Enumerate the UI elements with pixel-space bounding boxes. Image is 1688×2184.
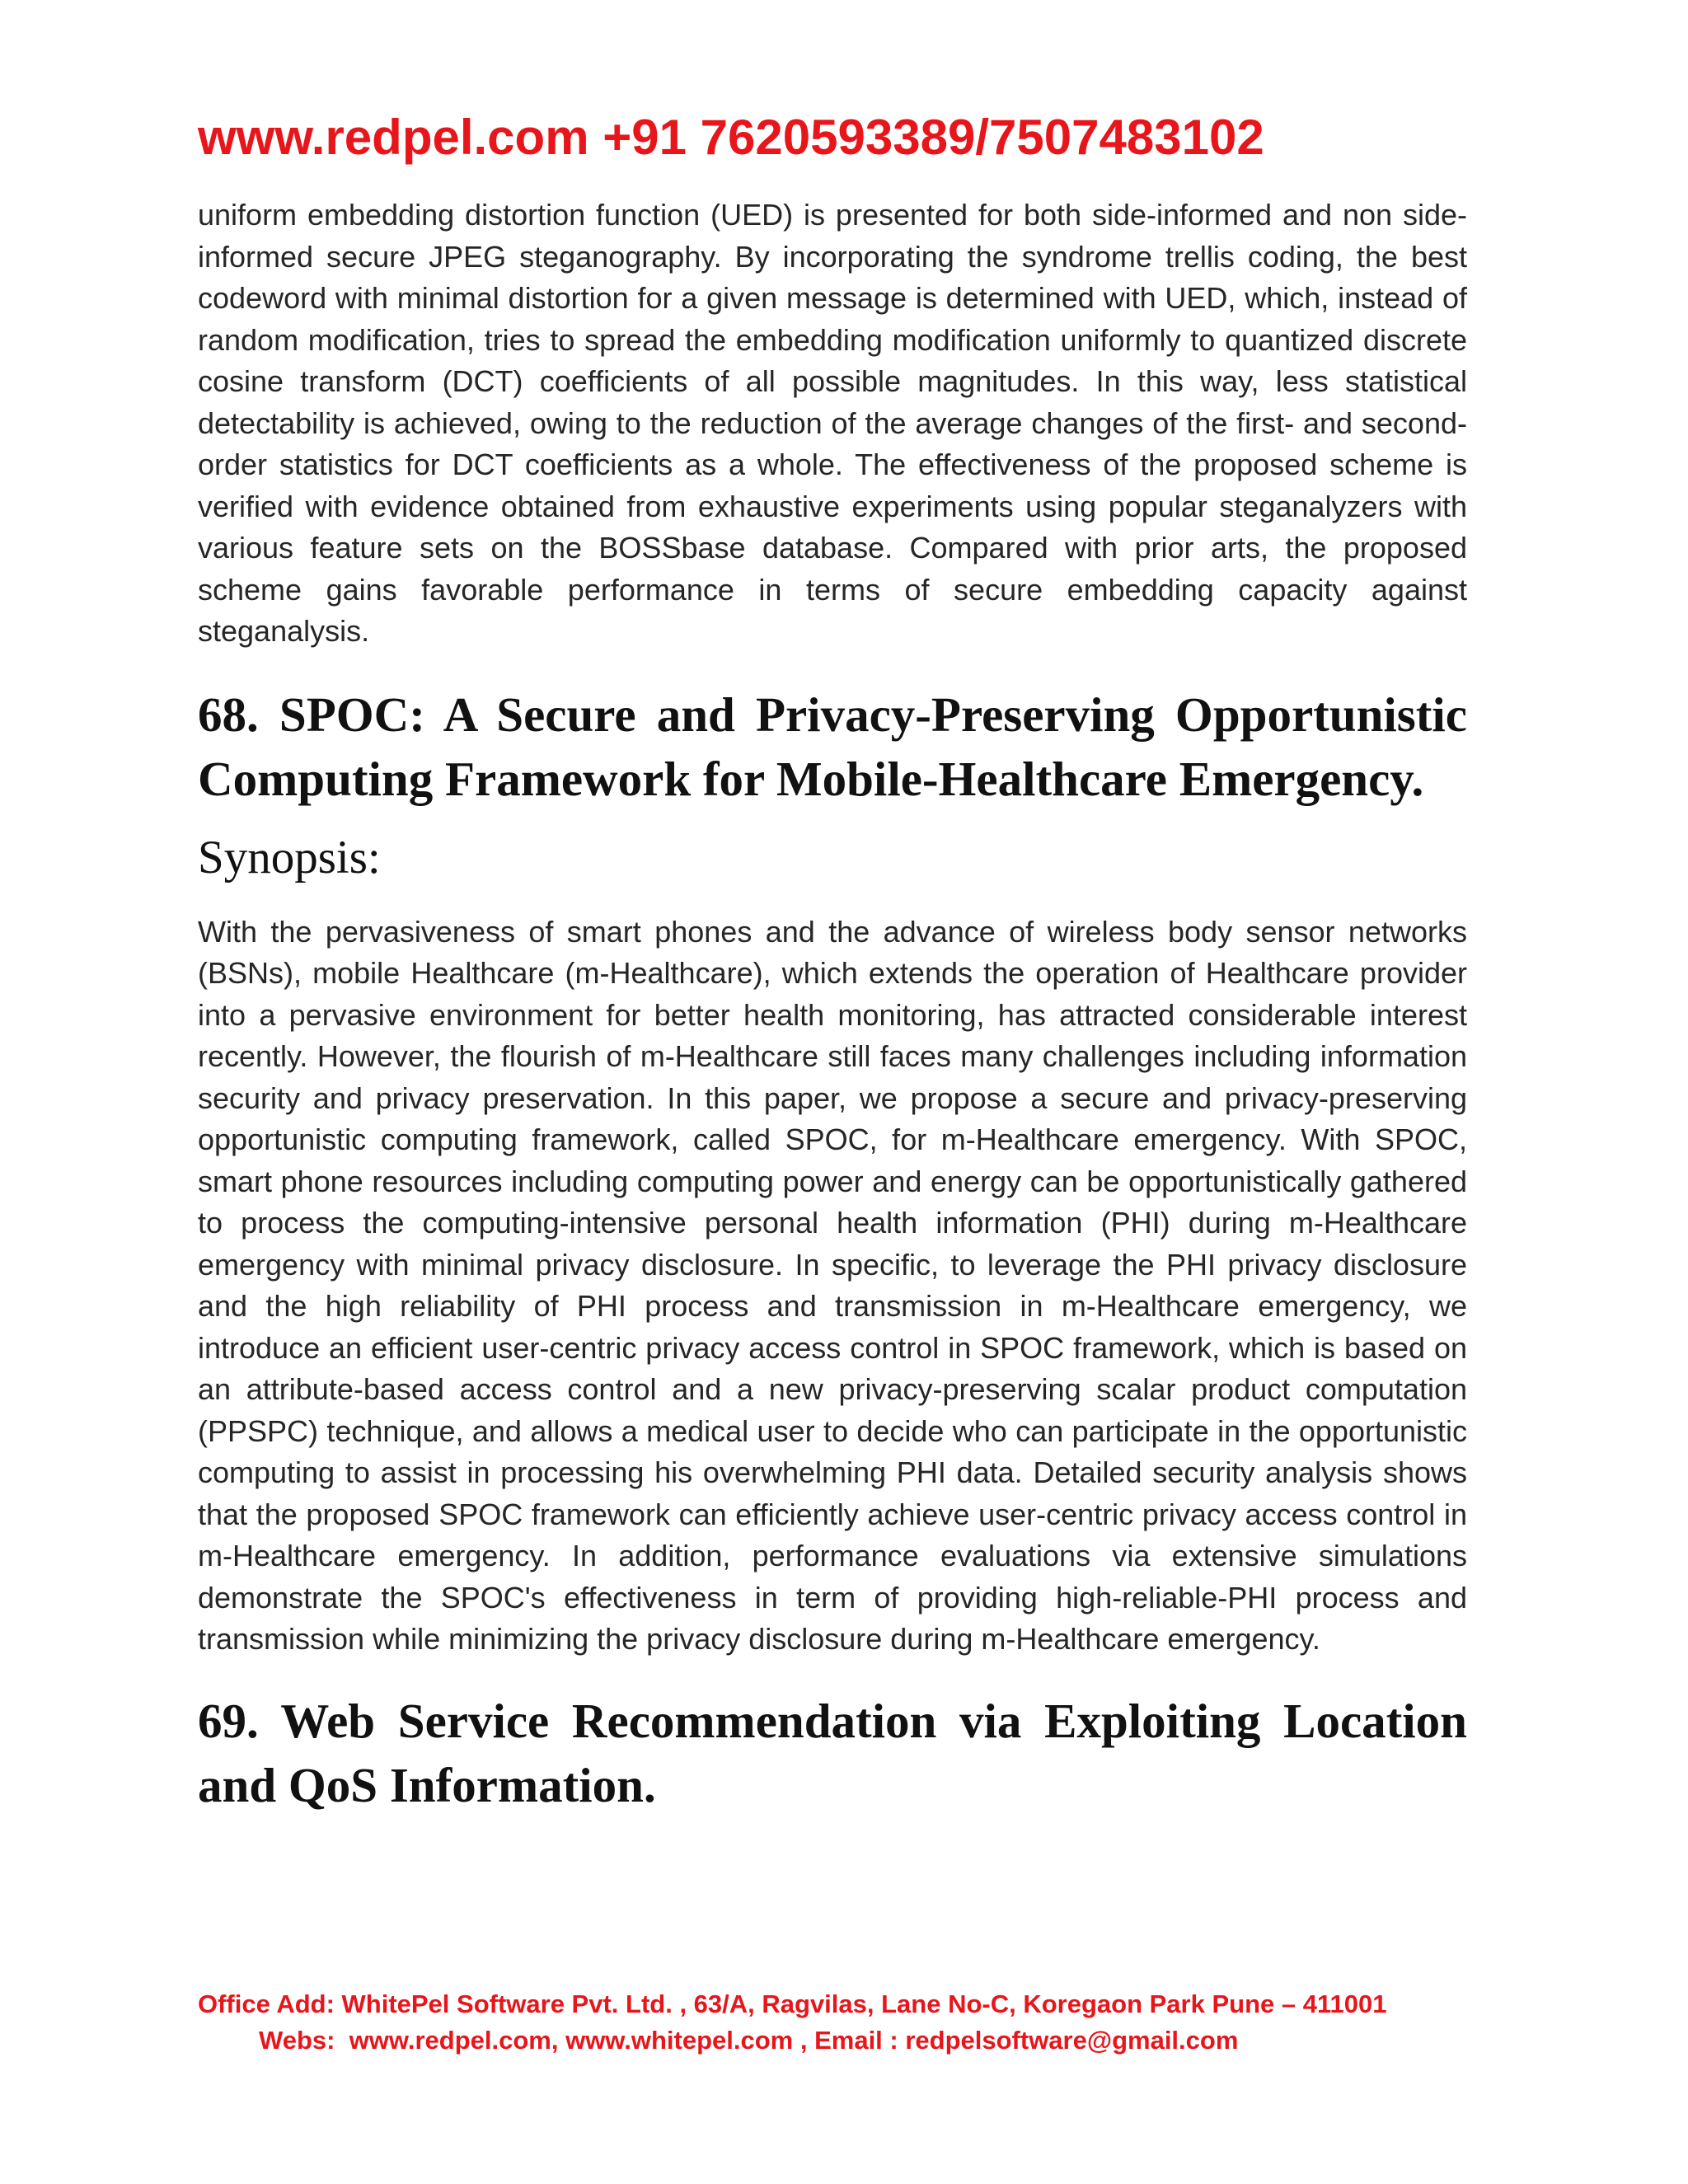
section-69-title-line1: 69. Web Service Recommendation via Exploiting Location — [198, 1693, 1467, 1748]
intro-paragraph: uniform embedding distortion function (UED) is presented for both side-informed and non side-informed secure JPEG steganography. By incorporating the syndrome trellis coding, the best codeword with minimal distortion for a given message is determined with UED, which, instead of random modification, tries to spread the embedding modification uniformly to quantized discrete cosine transform (DCT) coefficients of all possible magnitudes. In this way, less statistical detectability is achieved, owing to the reduction of the average changes of the first- and second-order statistics for DCT coefficients as a whole. The effectiveness of the proposed scheme is verified with evidence obtained from exhaustive experiments using popular steganalyzers with various feature sets on the BOSSbase database. Compared with prior arts, the proposed scheme gains favorable performance in terms of secure embedding capacity against steganalysis. — [198, 198, 1467, 648]
section-69-title-line2: and QoS Information. — [198, 1757, 656, 1812]
spacer — [198, 811, 1467, 829]
synopsis-paragraph: With the pervasiveness of smart phones and the advance of wireless body sensor networks (BSNs), mobile Healthcare (m-Healthcare), which extends the operation of Healthcare provider into a pervasive environment for better health monitoring, has attracted considerable interest recently. However, the flourish of m-Healthcare still faces many challenges including information security and privacy preservation. In this paper, we propose a secure and privacy-preserving opportunistic computing framework, called SPOC, for m-Healthcare emergency. With SPOC, smart phone resources including computing power and energy can be opportunistically gathered to process the computing-intensive personal health information (PHI) during m-Healthcare emergency with minimal privacy disclosure. In specific, to leverage the PHI privacy disclosure and the high reliability of PHI process and transmission in m-Healthcare emergency, we introduce an efficient user-centric privacy access control in SPOC framework, which is based on an attribute-based access control and a new privacy-preserving scalar product computation (PPSPC) technique, and allows a medical user to decide who can participate in the opportunistic computing to assist in processing his overwhelming PHI data. Detailed security analysis shows that the proposed SPOC framework can efficiently achieve user-centric privacy access control in m-Healthcare emergency. In addition, performance evaluations via extensive simulations demonstrate the SPOC's effectiveness in term of providing high-reliable-PHI process and transmission while minimizing the privacy disclosure during m-Healthcare emergency. — [198, 914, 1467, 1656]
footer-address: Office Add: WhitePel Software Pvt. Ltd. , 63/A, Ragvilas, Lane No-C, Koregaon Park Pune – 411001 — [198, 1990, 1387, 2018]
spacer — [198, 653, 1467, 682]
footer-websites-email[interactable]: Webs: www.redpel.com, www.whitepel.com , Email : redpelsoftware@gmail.com — [259, 2026, 1239, 2055]
header-contact-link[interactable]: www.redpel.com +91 7620593389/7507483102 — [198, 110, 1264, 165]
document-content — [198, 194, 1467, 1817]
synopsis-label: Synopsis: — [198, 831, 381, 883]
section-69-title — [198, 1689, 1467, 1817]
spacer — [198, 887, 1467, 912]
section-68-title-line2: Computing Framework for Mobile-Healthcare Emergency. — [198, 751, 1424, 806]
spacer — [198, 1661, 1467, 1689]
section-68-title — [198, 682, 1467, 811]
section-68-title-line1: 68. SPOC: A Secure and Privacy-Preserving Opportunistic — [198, 687, 1467, 742]
